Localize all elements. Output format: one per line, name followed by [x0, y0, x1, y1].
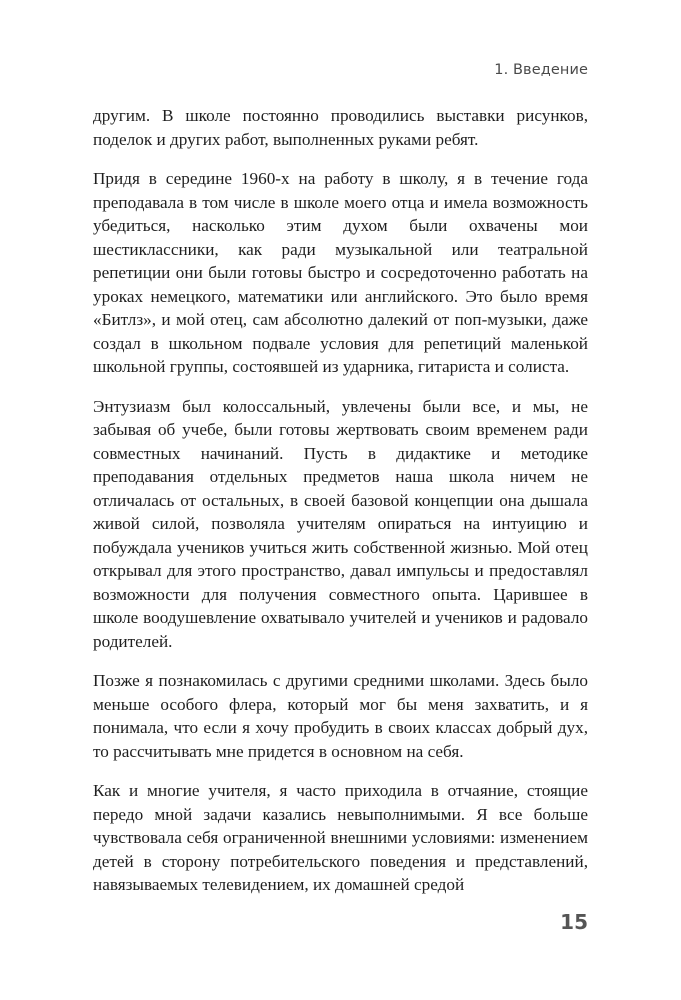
body-text: [93, 104, 588, 913]
paragraph: другим. В школе постоянно проводились выставки рисунков, поделок и других работ, выполненных руками ребят.: [93, 106, 588, 149]
paragraph: Как и многие учителя, я часто приходила в отчаяние, стоящие передо мной задачи казались невыполнимыми. Я все больше чувствовала себя ограниченной внешними условиями: изменением детей в сторону потребительского поведения и представлений, навязываемых телевидением, их домашней средой: [93, 781, 588, 894]
paragraph: Энтузиазм был колоссальный, увлечены были все, и мы, не забывая об учебе, были готовы жертвовать своим временем ради совместных начинаний. Пусть в дидактике и методике преподавания отдельных предметов наша школа ничем не отличалась от остальных, в своей базовой концепции она дышала живой силой, позволяла учителям опираться на интуицию и побуждала учеников учиться жить собственной жизнью. Мой отец открывал для этого пространство, давал импульсы и предоставлял возможности для получения совместного опыта. Царившее в школе воодушевление охватывало учителей и учеников и радовало родителей.: [93, 396, 588, 651]
page-number: 15: [560, 910, 588, 934]
paragraph: Придя в середине 1960-х на работу в школу, я в течение года преподавала в том числе в школе моего отца и имела возможность убедиться, насколько этим духом были охвачены мои шестиклассники, как ради музыкальной или театральной репетиции они были готовы быстро и сосредоточенно работать на уроках немецкого, математики или английского. Это было время «Битлз», и мой отец, сам абсолютно далекий от поп-музыки, даже создал в школьном подвале условия для репетиций маленькой школьной группы, состоявшей из ударника, гитариста и солиста.: [93, 169, 588, 376]
paragraph: Позже я познакомилась с другими средними школами. Здесь было меньше особого флера, который мог бы меня захватить, и я понимала, что если я хочу пробудить в своих классах добрый дух, то рассчитывать мне придется в основном на себя.: [93, 671, 588, 761]
running-head: 1. Введение: [494, 62, 588, 78]
